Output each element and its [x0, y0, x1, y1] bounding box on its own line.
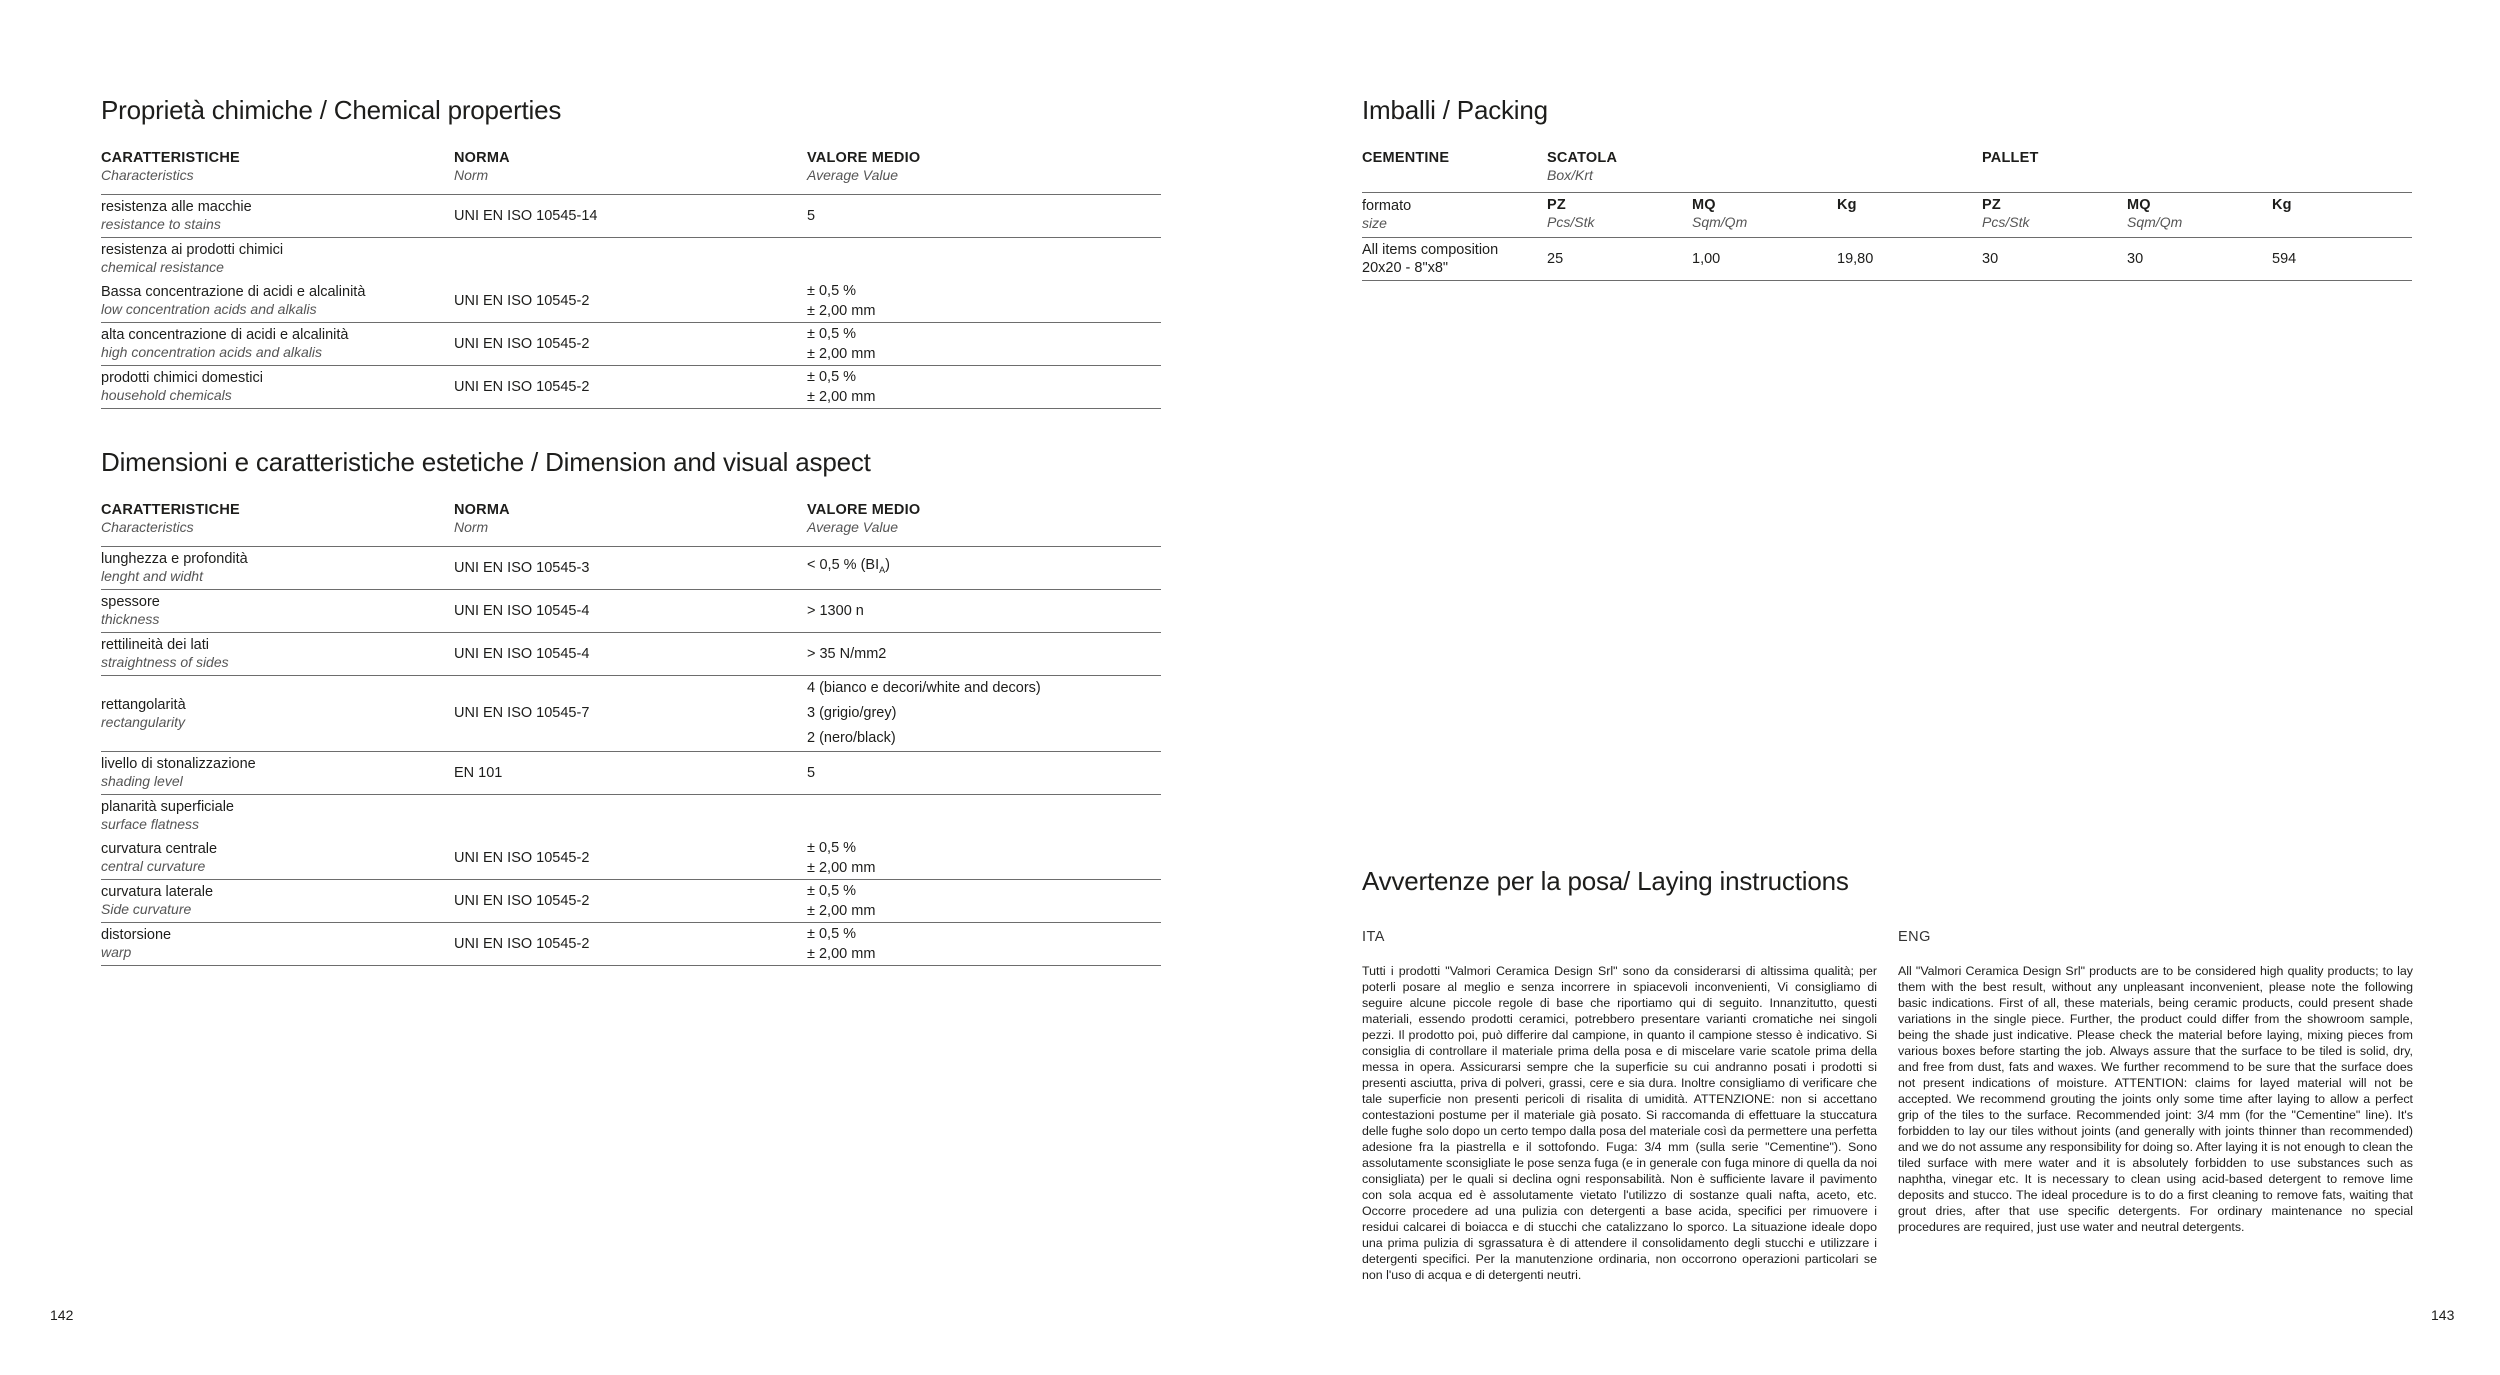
table-row: alta concentrazione di acidi e alcalinità high concentration acids and alkalis UNI EN ISO 10545-2 ± 0,5 % ± 2,00 mm: [101, 322, 1161, 365]
packing-title: Imballi / Packing: [1362, 95, 1548, 125]
table-row: resistenza alle macchie resistance to stains UNI EN ISO 10545-14 5: [101, 194, 1161, 237]
chemical-properties-table: [101, 148, 1161, 409]
ita-label: ITA: [1362, 929, 1385, 945]
header-average-value: VALORE MEDIO Average Value: [807, 148, 1161, 194]
table-row: resistenza ai prodotti chimici chemical resistance: [101, 242, 284, 275]
page-number-right: 143: [2431, 1307, 2455, 1323]
table-row: distorsione warp UNI EN ISO 10545-2 ± 0,5 % ± 2,00 mm: [101, 922, 1161, 965]
table-row: rettilineità dei lati straightness of sides UNI EN ISO 10545-4 > 35 N/mm2: [101, 632, 1161, 675]
table-header-row: [101, 148, 1161, 194]
packing-table: [1362, 148, 2412, 281]
table-row: lunghezza e profondità lenght and widht UNI EN ISO 10545-3 < 0,5 % $(BI_A)$: [101, 546, 1161, 589]
page-number-left: 142: [50, 1307, 74, 1323]
table-row: curvatura laterale Side curvature UNI EN ISO 10545-2 ± 0,5 % ± 2,00 mm: [101, 879, 1161, 922]
header-pallet: PALLET: [1982, 150, 2039, 166]
table-row: prodotti chimici domestici household chemicals UNI EN ISO 10545-2 ± 0,5 % ± 2,00 mm: [101, 365, 1161, 408]
table-row: curvatura centrale central curvature UNI EN ISO 10545-2 ± 0,5 % ± 2,00 mm: [101, 837, 1161, 880]
table-row: livello di stonalizzazione shading level EN 101 5: [101, 751, 1161, 794]
eng-label: ENG: [1898, 929, 1931, 945]
table-row: rettangolarità rectangularity UNI EN ISO 10545-7 4 (bianco e decori/white and decors) 3 (grigio/grey) 2 (nero/black): [101, 675, 1161, 751]
table-header-row: CEMENTINE SCATOLA Box/Krt PALLET: [1362, 148, 2412, 193]
chemical-properties-title: Proprietà chimiche / Chemical properties: [101, 95, 562, 125]
header-scatola: SCATOLA: [1547, 150, 1618, 166]
ita-instructions-text: Tutti i prodotti "Valmori Ceramica Design Srl" sono da considerarsi di altissima qualità; per poterli posare al meglio e senza incorrere in spiacevoli inconvenienti, Vi consigliamo di seguire alcune piccole regole di base che riportiamo qui di seguito. Innanzitutto, questi materiali, essendo prodotti ceramici, potrebbero presentare varianti cromatiche nei singoli pezzi. Il prodotto poi, può differire dal campione, in quanto il campione stesso è indicativo. Si consiglia di controllare il materiale prima della posa e di miscelare varie scatole prima della messa in opera. Assicurarsi sempre che la superficie su cui andranno posati i prodotti si presenti asciutta, priva di polveri, grassi, cere e sia dura. Inoltre consigliamo di verificare che tale superficie non presenti pericoli di risalita di umidità. ATTENZIONE: non si accettano contestazioni postume per il materiale già posato. Si raccomanda di effettuare la stuccatura delle fughe solo dopo un certo tempo dalla posa del materiale così da permettere una perfetta adesione fra la piastrella e il sottofondo. Fuga: 3/4 mm (sulla serie "Cementine"). Sono assolutamente sconsigliate le pose senza fuga (e in generale con fuga minore di quella da noi consigliata) per le quali si declina ogni responsabilità. Non è sufficiente lavare il pavimento con sola acqua ed è assolutamente vietato l'utilizzo di sostanze quali nafta, aceto, etc. Occorre procedere ad una pulizia con detergenti a base acida, specifici per rimuovere i residui calcarei di boiacca e di stucchi che catalizzano lo sporco. La situazione ideale dopo una prima pulizia di sgrassatura è di attendere il consolidamento degli stucchi e utilizzare i detergenti specifici. Per la manutenzione ordinaria, non occorrono operazioni particolari se non l'uso di acqua e di detergenti neutri.: [1362, 964, 1877, 1282]
header-norm: NORMA Norm: [454, 148, 807, 194]
laying-instructions-title: Avvertenze per la posa/ Laying instructions: [1362, 866, 1849, 896]
dimension-aspect-title: Dimensioni e caratteristiche estetiche / Dimension and visual aspect: [101, 447, 871, 477]
table-row: Bassa concentrazione di acidi e alcalinità low concentration acids and alkalis UNI EN ISO 10545-2 ± 0,5 % ± 2,00 mm: [101, 280, 1161, 323]
right-page: [1250, 0, 2500, 1375]
header-characteristics: CARATTERISTICHE Characteristics: [101, 148, 454, 194]
table-row: All items composition 20x20 - 8"x8" 25 1,00 19,80 30 30 594: [1362, 238, 2412, 281]
header-average-value: VALORE MEDIO Average Value: [807, 500, 1161, 546]
table-header-row: [101, 500, 1161, 546]
header-characteristics: CARATTERISTICHE Characteristics: [101, 500, 454, 546]
table-row: spessore thickness UNI EN ISO 10545-4 > 1300 n: [101, 589, 1161, 632]
table-row: planarità superficiale surface flatness: [101, 799, 234, 832]
header-cementine: CEMENTINE: [1362, 150, 1450, 166]
header-norm: NORMA Norm: [454, 500, 807, 546]
table-units-row: formato size PZ Pcs/Stk MQ Sqm/Qm Kg PZ Pcs/Stk MQ Sqm/Qm Kg: [1362, 193, 2412, 238]
eng-instructions-text: All "Valmori Ceramica Design Srl" products are to be considered high quality products; to lay them with the best result, without any unpleasant inconvenient, please note the following basic indications. First of all, these materials, being ceramic products, could present shade variations in the single piece. Further, the product could differ from the showroom sample, being the shade just indicative. Please check the material before laying, mixing pieces from various boxes before starting the job. Always assure that the surface to be tiled is solid, dry, and free from dust, fats and waxes. We further recommend to be sure that the surface does not present indications of moisture. ATTENTION: claims for layed material will not be accepted. We recommend grouting the joints only some time after laying to allow a perfect grip of the tiles to the surface. Recommended joint: 3/4 mm (for the "Cementine" line). It's forbidden to lay our tiles without joints (and generally with joints thinner than recommended) and we do not assume any responsibility for doing so. After laying it is not enough to clean the tiled surface with mere water and it is absolutely forbidden to use substances such as naphtha, vinegar etc. It is necessary to clean using acid-based detergent to remove lime deposits and stucco. The ideal procedure is to do a first cleaning to remove fats, waiting that grout dries, after that use specific detergents. For ordinary maintenance no special procedures are required, just use water and neutral detergents.: [1898, 964, 2413, 1234]
dimension-aspect-table: [101, 500, 1161, 966]
